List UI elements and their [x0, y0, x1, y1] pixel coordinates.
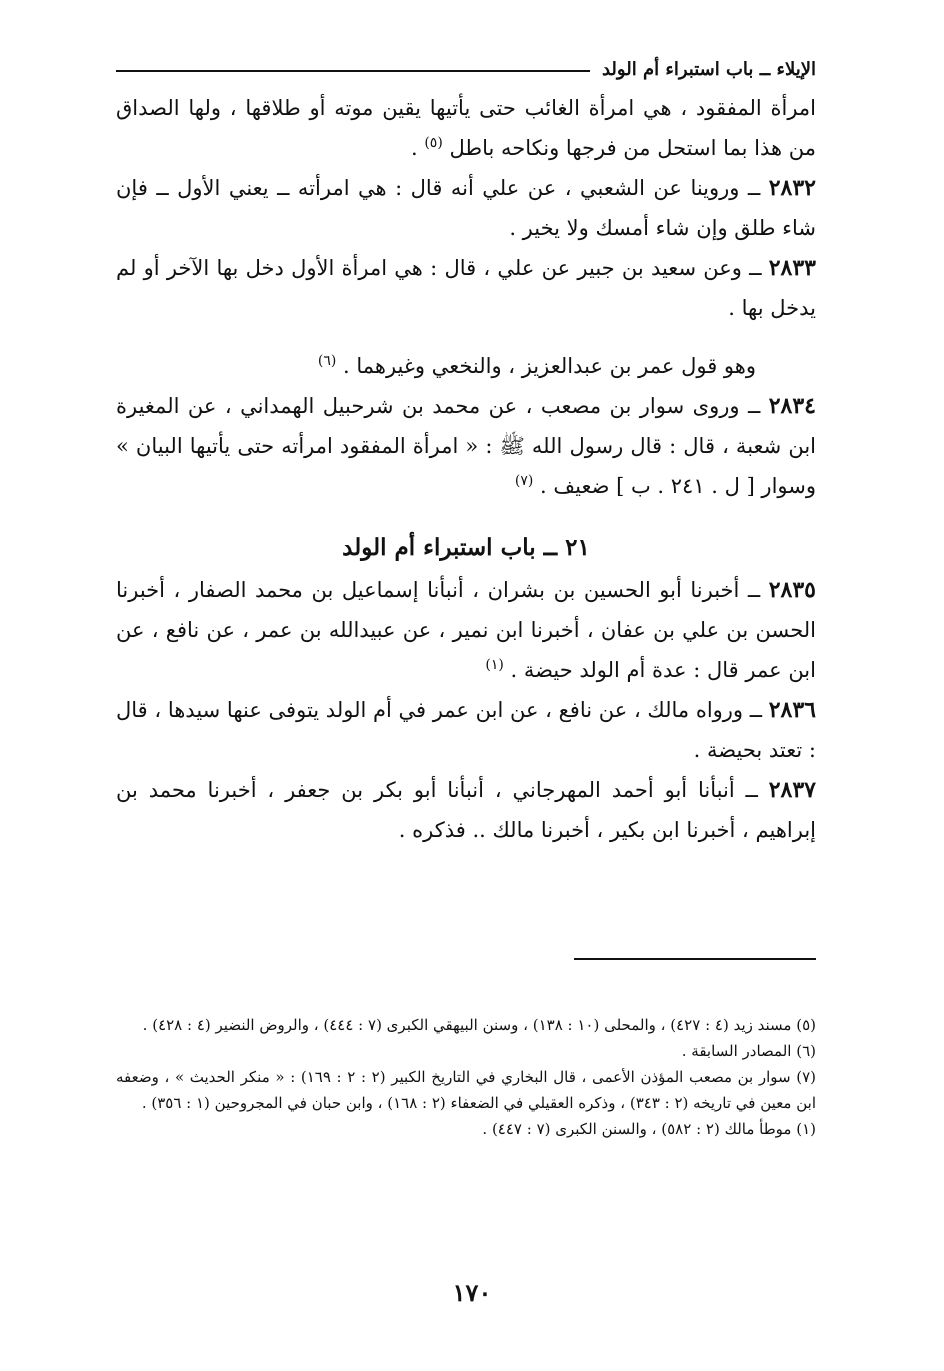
hadith-paragraph [116, 770, 816, 850]
footnote-reference: (٦) [317, 353, 337, 369]
footnote-reference: (٥) [424, 135, 443, 151]
hadith-number: ٢٨٣٥ [768, 577, 816, 603]
running-header [116, 52, 816, 86]
hadith-paragraph [116, 570, 816, 690]
hadith-number: ٢٨٣٦ [768, 697, 816, 723]
paragraph-text: ــ وروينا عن الشعبي ، عن علي أنه قال : هي امرأته ــ يعني الأول ــ فإن شاء طلق وإن شاء أمسك ولا يخير . [116, 176, 816, 240]
hadith-paragraph [116, 690, 816, 770]
section-heading: ٢١ ــ باب استبراء أم الولد [342, 534, 590, 561]
hadith-number: ٢٨٣٣ [768, 255, 816, 281]
hadith-number: ٢٨٣٢ [768, 175, 816, 201]
paragraph [116, 346, 816, 386]
paragraph-text: ــ ورواه مالك ، عن نافع ، عن ابن عمر في أم الولد يتوفى عنها سيدها ، قال : تعتد بحيضة . [116, 698, 816, 762]
footnote-separator [574, 958, 816, 960]
paragraph [116, 88, 816, 168]
paragraph-text: ــ وروى سوار بن مصعب ، عن محمد بن شرحبيل الهمداني ، عن المغيرة ابن شعبة ، قال : قال رسول الله ﷺ : « امرأة المفقود امرأته حتى يأتيها البيان » وسوار [ ل . ٢٤١ . ب ] ضعيف . [116, 394, 816, 498]
header-rule [116, 70, 590, 72]
footnotes [116, 1012, 816, 1142]
page-number: ١٧٠ [452, 1278, 492, 1307]
footnote-reference: (١) [485, 657, 504, 673]
paragraph-text: ــ وعن سعيد بن جبير عن علي ، قال : هي امرأة الأول دخل بها الآخر أو لم يدخل بها . [116, 256, 816, 320]
hadith-number: ٢٨٣٧ [768, 777, 816, 803]
paragraph-text: وهو قول عمر بن عبدالعزيز ، والنخعي وغيرهما . [343, 354, 756, 378]
hadith-paragraph [116, 248, 816, 328]
paragraph-text: ــ أخبرنا أبو الحسين بن بشران ، أنبأنا إسماعيل بن محمد الصفار ، أخبرنا الحسن بن علي بن عفان ، أخبرنا ابن نمير ، عن عبيدالله بن عمر ، عن نافع ، عن ابن عمر قال : عدة أم الولد حيضة . [116, 578, 816, 682]
hadith-paragraph [116, 386, 816, 506]
paragraph-text: امرأة المفقود ، هي امرأة الغائب حتى يأتيها يقين موته أو طلاقها ، ولها الصداق من هذا بما استحل من فرجها ونكاحه باطل [116, 96, 816, 160]
running-header-title: الإيلاء ــ باب استبراء أم الولد [601, 58, 816, 80]
paragraph-tail: . [410, 136, 418, 160]
main-text [116, 88, 816, 850]
footnote: (٥) مسند زيد (٤ : ٤٢٧) ، والمحلى (١٠ : ١٣٨) ، وسنن البيهقي الكبرى (٧ : ٤٤٤) ، والروض النضير (٤ : ٤٢٨) . [142, 1016, 816, 1034]
paragraph-text: ــ أنبأنا أبو أحمد المهرجاني ، أنبأنا أبو بكر بن جعفر ، أخبرنا محمد بن إبراهيم ، أخبرنا ابن بكير ، أخبرنا مالك .. فذكره . [116, 778, 816, 842]
footnote: (٧) سوار بن مصعب المؤذن الأعمى ، قال البخاري في التاريخ الكبير (٢ : ٢ : ١٦٩) : « منكر الحديث » ، وضعفه ابن معين في تاريخه (٢ : ٣٤٣) ، وذكره العقيلي في الضعفاء (٢ : ١٦٨) ، وابن حبان في المجروحين (١ : ٣٥٦) . [116, 1068, 816, 1112]
hadith-number: ٢٨٣٤ [768, 393, 816, 419]
hadith-paragraph [116, 168, 816, 248]
footnote-reference: (٧) [514, 473, 534, 489]
footnote: (١) موطأ مالك (٢ : ٥٨٢) ، والسنن الكبرى (٧ : ٤٤٧) . [482, 1120, 816, 1138]
footnote: (٦) المصادر السابقة . [681, 1042, 816, 1060]
